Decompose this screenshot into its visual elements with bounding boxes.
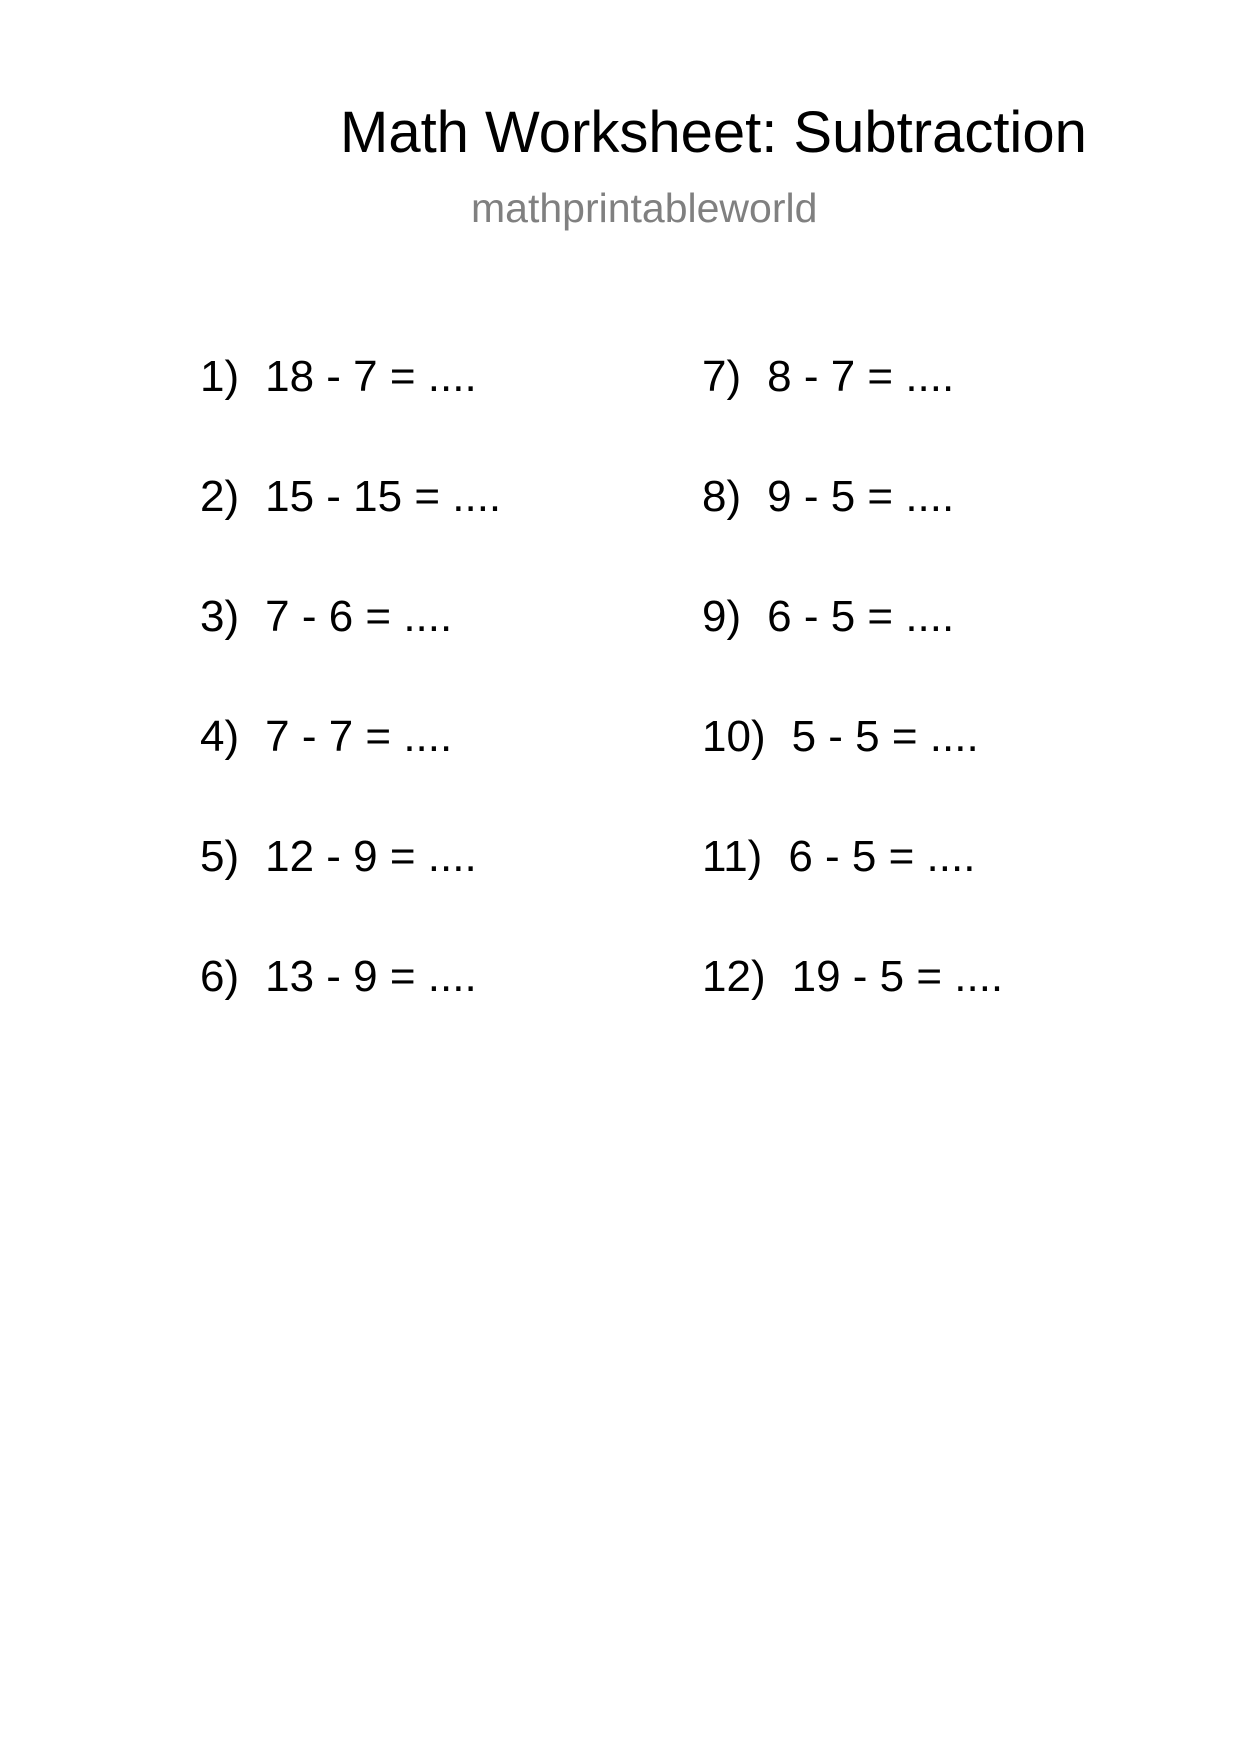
problem-expression: 15 - 15 = ....: [265, 472, 502, 521]
problem-12: [702, 950, 1003, 1004]
problem-number: 12): [702, 952, 766, 1001]
problem-expression: 12 - 9 = ....: [265, 832, 477, 881]
problem-expression: 8 - 7 = ....: [767, 352, 955, 401]
problem-number: 9): [702, 592, 742, 641]
problem-number: 10): [702, 712, 766, 761]
problem-10: [702, 710, 979, 764]
problem-number: 2): [200, 472, 240, 521]
problem-expression: 6 - 5 = ....: [767, 592, 955, 641]
problem-expression: 18 - 7 = ....: [265, 352, 477, 401]
problem-expression: 6 - 5 = ....: [788, 832, 976, 881]
problem-8: [702, 470, 954, 524]
problem-number: 8): [702, 472, 742, 521]
problem-number: 5): [200, 832, 240, 881]
problem-4: [200, 710, 452, 764]
problem-9: [702, 590, 954, 644]
problem-5: [200, 830, 477, 884]
problem-3: [200, 590, 452, 644]
problem-number: 3): [200, 592, 240, 641]
problem-expression: 9 - 5 = ....: [767, 472, 955, 521]
problem-expression: 5 - 5 = ....: [791, 712, 979, 761]
problem-expression: 7 - 6 = ....: [265, 592, 453, 641]
problem-6: [200, 950, 477, 1004]
worksheet-subtitle: mathprintableworld: [471, 185, 818, 231]
problem-expression: 13 - 9 = ....: [265, 952, 477, 1001]
problem-7: [702, 350, 954, 404]
problem-1: [200, 350, 477, 404]
problem-2: [200, 470, 501, 524]
problem-11: [702, 830, 975, 884]
worksheet-title: Math Worksheet: Subtraction: [340, 100, 1087, 165]
problem-number: 1): [200, 352, 240, 401]
problem-number: 4): [200, 712, 240, 761]
problem-number: 11): [702, 832, 763, 881]
problem-expression: 7 - 7 = ....: [265, 712, 453, 761]
problem-expression: 19 - 5 = ....: [791, 952, 1004, 1001]
problem-number: 6): [200, 952, 240, 1001]
problem-number: 7): [702, 352, 742, 401]
